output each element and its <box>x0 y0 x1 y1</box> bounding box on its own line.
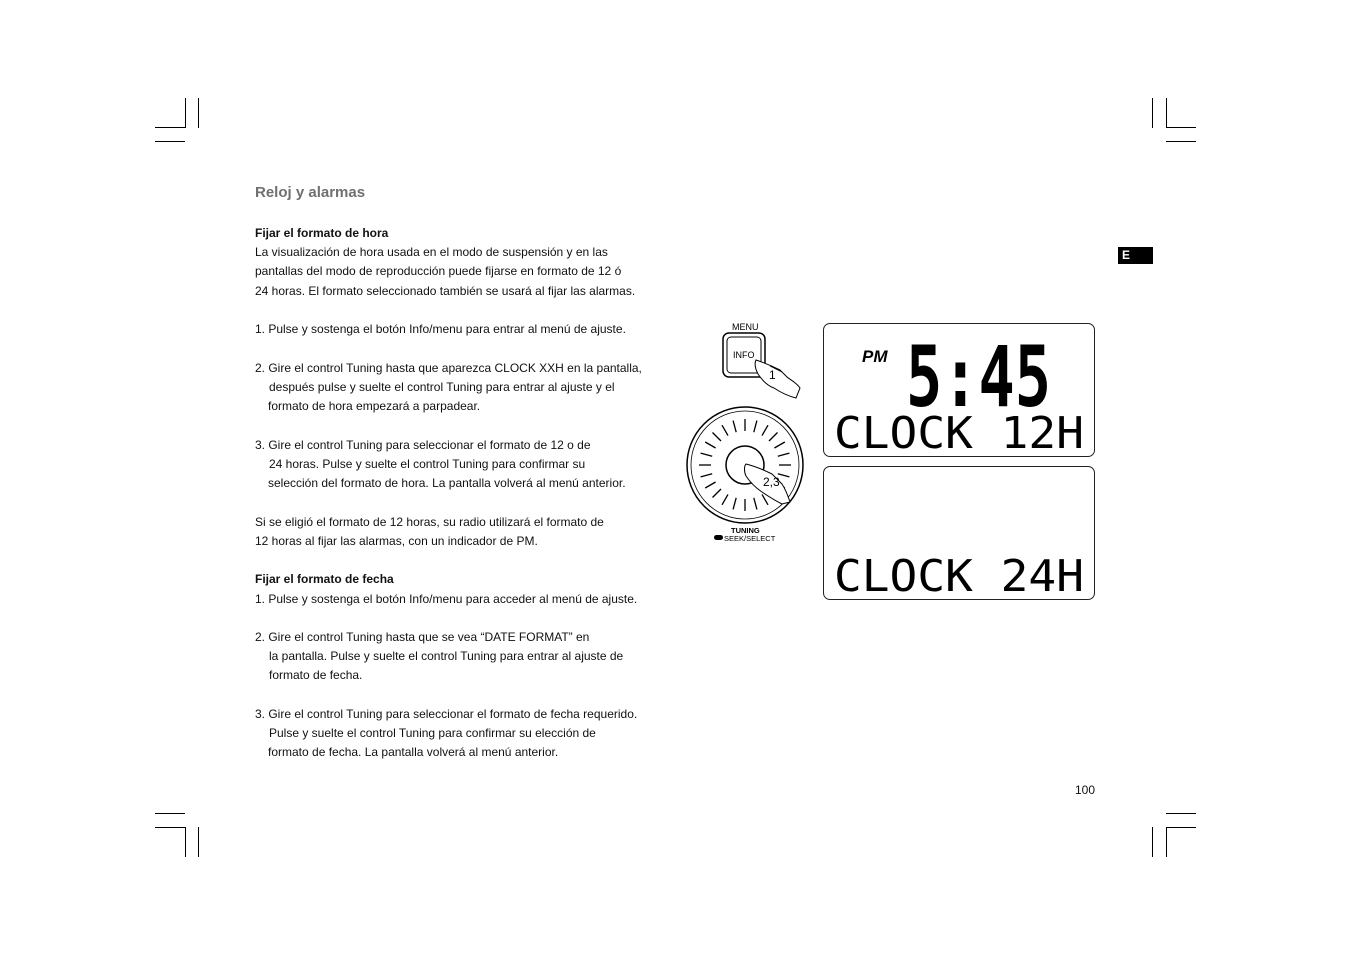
crop-mark <box>1152 98 1153 128</box>
info-label: INFO <box>733 350 755 360</box>
step-line: 1. Pulse y sostenga el botón Info/menu para acceder al menú de ajuste. <box>255 592 638 606</box>
crop-mark <box>1166 827 1167 857</box>
time-format-heading: Fijar el formato de hora <box>255 226 389 240</box>
step-marker-1: 1 <box>769 368 776 382</box>
crop-mark <box>155 127 185 128</box>
seek-select-label: SEEK/SELECT <box>724 534 776 543</box>
language-badge: E <box>1118 247 1153 264</box>
finger-icon <box>755 360 800 398</box>
step-marker-2-3: 2,3 <box>763 475 780 489</box>
clock-12h-text: CLOCK 12H <box>834 408 1084 456</box>
step-line: la pantalla. Pulse y suelte el control Tuning para entrar al ajuste de <box>269 649 624 663</box>
crop-mark <box>1166 98 1167 128</box>
step-line: formato de hora empezará a parpadear. <box>268 399 481 413</box>
step-line: formato de fecha. La pantalla volverá al menú anterior. <box>268 745 559 759</box>
page-number: 100 <box>1075 783 1096 797</box>
step-line: selección del formato de hora. La pantalla volverá al menú anterior. <box>268 476 626 490</box>
lcd-display-12h <box>823 323 1095 457</box>
step-line: 3. Gire el control Tuning para seleccionar el formato de fecha requerido. <box>255 707 638 721</box>
crop-mark <box>1152 827 1153 857</box>
step-line: 1. Pulse y sostenga el botón Info/menu para entrar al menú de ajuste. <box>255 322 626 336</box>
step-line: 2. Gire el control Tuning hasta que se vea “DATE FORMAT” en <box>255 630 590 644</box>
lcd-display-24h <box>823 466 1095 600</box>
step-line: Pulse y suelte el control Tuning para confirmar su elección de <box>269 726 596 740</box>
push-icon <box>714 535 723 540</box>
crop-mark <box>185 98 186 128</box>
note-line: Si se eligió el formato de 12 horas, su radio utilizará el formato de <box>255 515 604 529</box>
tuning-knob-illustration <box>684 404 808 544</box>
info-menu-button-illustration <box>718 318 808 402</box>
step-line: formato de fecha. <box>269 668 363 682</box>
crop-mark <box>155 813 185 814</box>
time-readout: 5:45 <box>906 328 1051 426</box>
menu-label: MENU <box>732 322 759 332</box>
crop-mark <box>155 827 185 828</box>
crop-mark <box>185 827 186 857</box>
pm-indicator: PM <box>862 347 888 366</box>
paragraph-line: pantallas del modo de reproducción puede fijarse en formato de 12 ó <box>255 264 622 278</box>
clock-24h-text: CLOCK 24H <box>834 551 1084 599</box>
section-title: Reloj y alarmas <box>255 184 366 201</box>
date-format-heading: Fijar el formato de fecha <box>255 572 394 586</box>
step-line: después pulse y suelte el control Tuning para entrar al ajuste y el <box>269 380 615 394</box>
crop-mark <box>1166 141 1196 142</box>
step-line: 2. Gire el control Tuning hasta que aparezca CLOCK XXH en la pantalla, <box>255 361 642 375</box>
crop-mark <box>155 141 185 142</box>
paragraph-line: La visualización de hora usada en el modo de suspensión y en las <box>255 245 608 259</box>
crop-mark <box>1166 827 1196 828</box>
crop-mark <box>198 98 199 128</box>
step-line: 3. Gire el control Tuning para seleccionar el formato de 12 o de <box>255 438 591 452</box>
paragraph-line: 24 horas. El formato seleccionado también se usará al fijar las alarmas. <box>255 284 636 298</box>
crop-mark <box>1166 813 1196 814</box>
tuning-label: TUNING <box>731 526 760 535</box>
crop-mark <box>198 827 199 857</box>
note-line: 12 horas al fijar las alarmas, con un indicador de PM. <box>255 534 538 548</box>
step-line: 24 horas. Pulse y suelte el control Tuning para confirmar su <box>269 457 586 471</box>
crop-mark <box>1166 127 1196 128</box>
